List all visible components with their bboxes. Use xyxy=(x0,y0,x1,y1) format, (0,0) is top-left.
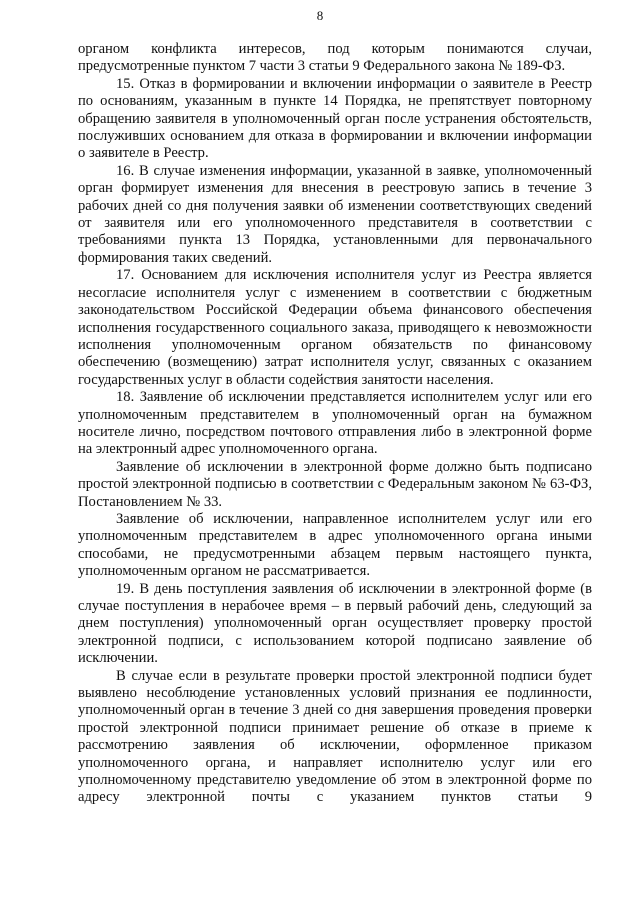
paragraph-18-electronic-form: Заявление об исключении в электронной форме должно быть подписано простой электронной подписью в соответствии с Федеральным законом № 63-ФЗ, Постановлением № 33. xyxy=(78,458,592,510)
paragraph-item-15: 15. Отказ в формировании и включении информации о заявителе в Реестр по основаниям, указанным в пункте 14 Порядка, не препятствует повторному обращению заявителя в уполномоченный орган после устранения обстоятельств, послуживших основанием для отказа в формировании и включении информации о заявителе в Реестр. xyxy=(78,75,592,162)
paragraph-item-17: 17. Основанием для исключения исполнителя услуг из Реестра является несогласие исполнителя услуг с изменением в соответствии с бюджетным законодательством Российской Федерации объема финансового обеспечения исполнения государственного социального заказа, приводящего к невозможности исполнения уполномоченным органом обязательств по финансовому обеспечению (возмещению) затрат исполнителя услуг, связанных с оказанием государственных услуг в области содействия занятости населения. xyxy=(78,267,592,388)
paragraph-item-19: 19. В день поступления заявления об исключении в электронной форме (в случае поступления в нерабочее время – в первый рабочий день, следующий за днем поступления) уполномоченный орган осуществляет проверку простой электронной подписи, с использованием которой подписано заявление об исключении. xyxy=(78,580,592,667)
paragraph-item-16: 16. В случае изменения информации, указанной в заявке, уполномоченный орган формирует изменения для внесения в реестровую запись в течение 3 рабочих дней со дня получения заявки об изменении соответствующих сведений от заявителя или его уполномоченного представителя в соответствии с требованиями пункта 13 Порядка, установленными для первоначального формирования таких сведений. xyxy=(78,162,592,266)
paragraph-continuation: органом конфликта интересов, под которым понимаются случаи, предусмотренные пунктом 7 части 3 статьи 9 Федерального закона № 189-ФЗ. xyxy=(78,41,592,75)
page-number: 8 xyxy=(316,8,324,23)
paragraph-18-other-methods: Заявление об исключении, направленное исполнителем услуг или его уполномоченным представителем в адрес уполномоченного органа иными способами, не предусмотренными абзацем первым настоящего пункта, уполномоченным органом не рассматривается. xyxy=(78,510,592,580)
paragraph-item-18: 18. Заявление об исключении представляется исполнителем услуг или его уполномоченным представителем в уполномоченный орган на бумажном носителе лично, посредством почтового отправления либо в электронной форме на электронный адрес уполномоченного органа. xyxy=(78,389,592,458)
document-body xyxy=(78,41,592,807)
paragraph-19-verification-failure: В случае если в результате проверки простой электронной подписи будет выявлено несоблюдение установленных условий признания ее подлинности, уполномоченный орган в течение 3 дней со дня завершения проведения проверки простой электронной подписи принимает решение об отказе в приеме к рассмотрению заявления об исключении, оформленное приказом уполномоченного органа, и направляет исполнителю услуг или его уполномоченному представителю уведомление об этом в электронной форме по адресу электронной почты с указанием пунктов статьи 9 xyxy=(78,667,592,806)
